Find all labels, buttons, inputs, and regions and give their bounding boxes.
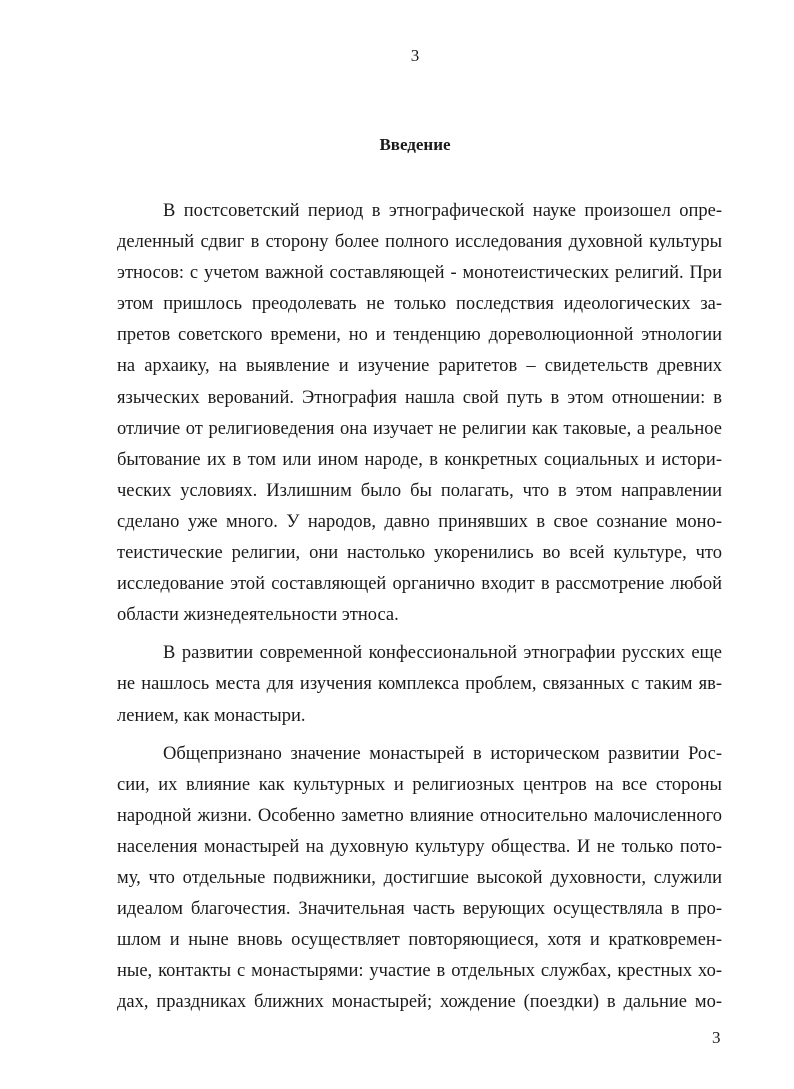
text-line: населения монастырей на духовную культуру общества. И не только пото- xyxy=(117,836,722,857)
text-line: лением, как монастыри. xyxy=(117,705,306,726)
text-line: бытование их в том или ином народе, в конкретных социальных и истори- xyxy=(117,449,722,470)
text-line: ные, контакты с монастырями: участие в отдельных службах, крестных хо- xyxy=(117,961,722,982)
text-line: В постсоветский период в этнографической науке произошел опре- xyxy=(163,201,722,221)
text-line: отличие от религиоведения она изучает не религии как таковые, а реальное xyxy=(117,418,722,439)
text-line: на архаику, на выявление и изучение раритетов – свидетельств древних xyxy=(117,356,722,377)
paragraph-gap xyxy=(117,732,722,739)
page-number-top: 3 xyxy=(410,46,420,65)
text-line: претов советского времени, но и тенденцию дореволюционной этнологии xyxy=(117,325,722,346)
text-line: му, что отдельные подвижники, достигшие высокой духовности, служили xyxy=(117,867,722,888)
text-line: исследование этой составляющей органично входит в рассмотрение любой xyxy=(117,574,722,595)
text-line: теистические религии, они настолько укоренились во всей культуре, что xyxy=(117,543,722,564)
section-heading: Введение xyxy=(379,135,451,154)
text-line: ческих условиях. Излишним было бы полагать, что в этом направлении xyxy=(117,480,722,501)
text-line: идеалом благочестия. Значительная часть верующих осуществляла в про- xyxy=(117,899,722,920)
text-line: деленный сдвиг в сторону более полного исследования духовной культуры xyxy=(117,232,722,253)
paragraph xyxy=(117,638,722,731)
paragraph-gap xyxy=(117,631,722,638)
paragraph xyxy=(117,739,722,1019)
text-line: шлом и ныне вновь осуществляет повторяющиеся, хотя и кратковремен- xyxy=(117,930,722,951)
body-text xyxy=(117,196,722,1018)
text-line: дах, праздниках ближних монастырей; хождение (поездки) в дальние мо- xyxy=(117,992,722,1013)
text-line: народной жизни. Особенно заметно влияние относительно малочисленного xyxy=(117,805,722,826)
text-line: этносов: с учетом важной составляющей - монотеистических религий. При xyxy=(117,263,722,284)
text-line: Общепризнано значение монастырей в историческом развитии Рос- xyxy=(163,743,722,764)
text-line: языческих верований. Этнография нашла свой путь в этом отношении: в xyxy=(117,387,722,408)
text-line: сии, их влияние как культурных и религиозных центров на все стороны xyxy=(117,774,722,795)
page-number-bottom: 3 xyxy=(712,1028,721,1047)
text-line: В развитии современной конфессиональной этнографии русских еще xyxy=(163,643,722,664)
text-line: не нашлось места для изучения комплекса проблем, связанных с таким яв- xyxy=(117,674,722,695)
paragraph xyxy=(117,196,722,631)
text-line: сделано уже много. У народов, давно принявших в свое сознание моно- xyxy=(117,511,722,532)
text-line: этом пришлось преодолевать не только последствия идеологических за- xyxy=(117,294,722,315)
text-line: области жизнедеятельности этноса. xyxy=(117,605,399,626)
